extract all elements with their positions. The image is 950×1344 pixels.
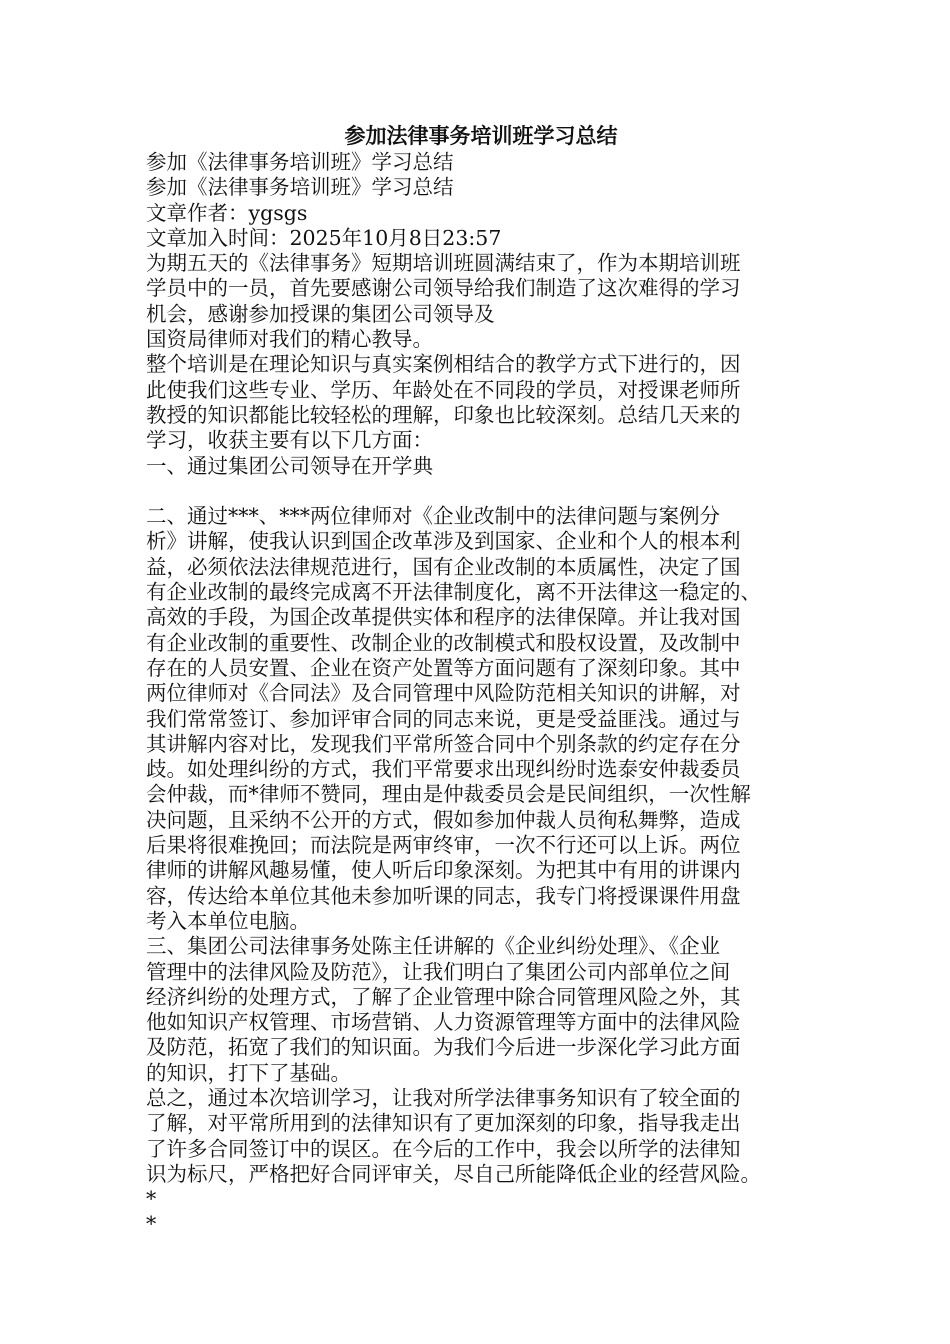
text-line: 他如知识产权管理、市场营销、人力资源管理等方面中的法律风险 [146, 1010, 741, 1035]
text-line: 学习，收获主要有以下几方面： [146, 428, 433, 453]
document-page [146, 122, 812, 1238]
text-line: 其讲解内容对比，发现我们平常所签合同中个别条款的约定存在分 [146, 731, 741, 756]
text-line: 律师的讲解风趣易懂，使人听后印象深刻。为把其中有用的讲课内 [146, 858, 741, 883]
text-line: 存在的人员安置、企业在资产处置等方面问题有了深刻印象。其中 [146, 655, 741, 680]
text-line: 歧。如处理纠纷的方式，我们平常要求出现纠纷时选泰安仲裁委员 [146, 757, 741, 782]
time-line: 文章加入时间：2025年10月8日23:57 [146, 225, 502, 250]
text-line: 我们常常签订、参加评审合同的同志来说，更是受益匪浅。通过与 [146, 706, 741, 731]
text-line: 总之，通过本次培训学习，让我对所学法律事务知识有了较全面的 [146, 1085, 741, 1110]
text-line: 机会，感谢参加授课的集团公司领导及 [146, 301, 495, 326]
text-line: 会仲裁，而*律师不赞同，理由是仲裁委员会是民间组织，一次性解 [146, 782, 751, 807]
text-line: 管理中的法律风险及防范》，让我们明白了集团公司内部单位之间 [146, 959, 731, 984]
blank-line [146, 479, 812, 504]
text-line: 了解，对平常所用到的法律知识有了更加深刻的印象，指导我走出 [146, 1111, 741, 1136]
section-two [146, 504, 812, 934]
text-line: 及防范，拓宽了我们的知识面。为我们今后进一步深化学习此方面 [146, 1035, 741, 1060]
text-line: 有企业改制的重要性、改制企业的改制模式和股权设置，及改制中 [146, 630, 741, 655]
footer-mark: * [146, 1187, 157, 1212]
subtitle-line: 参加《法律事务培训班》学习总结 [146, 175, 454, 200]
text-line: 为期五天的《法律事务》短期培训班圆满结束了，作为本期培训班 [146, 251, 741, 276]
section-one: 一、通过集团公司领导在开学典 [146, 453, 433, 478]
paragraph-training [146, 352, 812, 453]
text-line: 三、集团公司法律事务处陈主任讲解的《企业纠纷处理》、《企业 [146, 934, 720, 959]
text-line: 教授的知识都能比较轻松的理解，印象也比较深刻。总结几天来的 [146, 402, 741, 427]
author-line: 文章作者：ygsgs [146, 200, 308, 225]
text-line: 二、通过***、***两位律师对《企业改制中的法律问题与案例分 [146, 504, 720, 529]
text-line: 两位律师对《合同法》及合同管理中风险防范相关知识的讲解，对 [146, 681, 741, 706]
section-three [146, 934, 812, 1086]
text-line: 识为标尺，严格把好合同评审关，尽自己所能降低企业的经营风险。 [146, 1161, 761, 1186]
text-line: 考入本单位电脑。 [146, 908, 310, 933]
text-line: 后果将很难挽回；而法院是两审终审，一次不行还可以上诉。两位 [146, 833, 741, 858]
text-line: 经济纠纷的处理方式，了解了企业管理中除合同管理风险之外，其 [146, 984, 741, 1009]
text-line: 国资局律师对我们的精心教导。 [146, 327, 433, 352]
text-line: 析》讲解，使我认识到国企改革涉及到国家、企业和个人的根本利 [146, 529, 741, 554]
text-line: 的知识，打下了基础。 [146, 1060, 351, 1085]
text-line: 学员中的一员，首先要感谢公司领导给我们制造了这次难得的学习 [146, 276, 741, 301]
paragraph-intro [146, 251, 812, 352]
conclusion [146, 1086, 812, 1187]
text-line: 益，必须依法法律规范进行，国有企业改制的本质属性，决定了国 [146, 554, 741, 579]
text-line: 有企业改制的最终完成离不开法律制度化，离不开法律这一稳定的、 [146, 580, 761, 605]
document-title: 参加法律事务培训班学习总结 [344, 124, 618, 148]
text-line: 高效的手段，为国企改革提供实体和程序的法律保障。并让我对国 [146, 605, 741, 630]
text-line: 此使我们这些专业、学历、年龄处在不同段的学员，对授课老师所 [146, 377, 741, 402]
footer-mark: * [146, 1212, 157, 1237]
text-line: 了许多合同签订中的误区。在今后的工作中，我会以所学的法律知 [146, 1136, 741, 1161]
text-line: 容，传达给本单位其他未参加听课的同志，我专门将授课课件用盘 [146, 883, 741, 908]
text-line: 整个培训是在理论知识与真实案例相结合的教学方式下进行的，因 [146, 352, 741, 377]
subtitle-line: 参加《法律事务培训班》学习总结 [146, 150, 454, 174]
text-line: 决问题，且采纳不公开的方式，假如参加仲裁人员徇私舞弊，造成 [146, 807, 741, 832]
